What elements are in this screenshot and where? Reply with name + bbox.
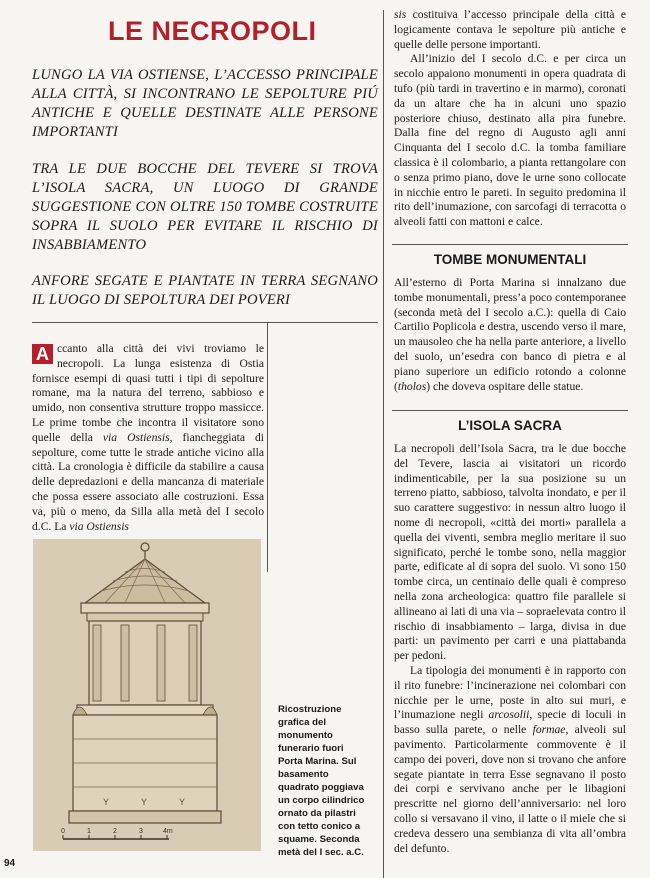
lead-paragraph-2: TRA LE DUE BOCCHE DEL TEVERE SI TROVA L’ISOLA SACRA, UN LUOGO DI GRANDE SUGGESTIONE CON OLTRE 150 TOMBE COSTRUITE SOPRA IL SUOLO PER EVITARE IL RISCHIO DI INSABBIAMENTO [32, 161, 378, 253]
dropcap-letter: A [32, 344, 53, 364]
scale-label-4: 4m [163, 828, 173, 835]
intro-text-a: ccanto alla città dei vivi troviamo le necropoli. La lunga esistenza di Ostia fornisce esempi di quasi tutti i tipi di sepolture romane, ma la natura del terreno, sabbioso e umido, non consentiva strutture troppo massicce. Le prime tombe che incontra il visitatore sono quelle della [32, 342, 264, 444]
heading-isola-sacra: L’ISOLA SACRA [458, 418, 562, 433]
right-paragraph-5-emphasis-2: formae [532, 723, 566, 737]
scale-label-0: 0 [61, 828, 65, 835]
right-paragraph-5 [394, 664, 626, 856]
right-paragraph-3a: All’esterno di Porta Marina si innalzano due tombe monumentali, press’a poco contemporanee (seconda metà del I secolo a.C.): quella di Caio Cartilio Poplicola e destra, uscendo verso il mare, un mausoleo che ha nella parte anteriore, a livello del suolo, un’esedra con banco di pietra e al piano superiore un edificio rotondo a colonne ( [394, 276, 626, 393]
heading-isola-sacra-wrap [394, 418, 626, 433]
page-title: LE NECROPOLI [108, 16, 317, 46]
intro-emphasis-a: via Ostiensis [102, 430, 170, 444]
heading-rule-2 [392, 410, 628, 411]
right-continued-emphasis: sis [394, 8, 407, 21]
right-paragraph-3b: ) che doveva ospitare delle statue. [426, 379, 584, 393]
intro-paragraph [32, 342, 264, 534]
monument-illustration [33, 539, 261, 851]
heading-rule-1 [392, 244, 628, 245]
lead-paragraph-1: LUNGO LA VIA OSTIENSE, L’ACCESSO PRINCIPALE ALLA CITTÀ, SI INCONTRANO LE SEPOLTURE PIÚ ANTICHE E QUELLE DESTINATE ALLE PERSONE IMPORTANTI [32, 67, 378, 140]
page-number: 94 [4, 858, 16, 869]
scale-label-1: 1 [87, 828, 91, 835]
right-paragraph-3-emphasis: tholos [397, 379, 427, 393]
right-paragraph-4-wrap [394, 442, 626, 856]
section-divider [32, 322, 378, 323]
svg-text:Y: Y [141, 797, 148, 807]
monument-drawing [33, 539, 261, 851]
right-paragraph-2: All’inizio del I secolo d.C. e per circa un secolo appaiono monumenti in opera quadrata di tufo (più tardi in travertino e in marmo), coronati da un altare che ha in alcuni uno spazio posteriore chiuso, destinato alla pira funebre. Dalla fine del regno di Augusto agli anni Cinquanta del I secolo d.C. la tomba familiare classica è il colombario, a pianta rettangolare con o senza primo piano, dove le urne sono collocate in nicchie entro le pareti. In seguito predomina il rito dell’inumazione, con sarcofagi di terracotta o alveoli fatti con mattoni e calce. [394, 52, 626, 229]
scale-label-2: 2 [113, 828, 117, 835]
right-paragraph-3 [394, 276, 626, 394]
right-paragraph-4: La necropoli dell’Isola Sacra, tra le due bocche del Tevere, lascia ai visitatori un ricordo indimenticabile, per la sua posizione su un terreno piatto, sabbioso, talvolta inondato, e per il suo carattere suggestivo: in nessun altro luogo il nome di necropoli, «città dei morti» parallela a quella dei viventi, sembra meglio meritare il suo significato, perché le tombe sono, nella maggior parte, edificate al di sopra del suolo. Vi sono 150 tombe circa, un centinaio delle quali è compreso nella zona archeologica: quattro file parallele si allineano ai lati di una via – sopraelevata contro il rischio di insabbiamento – larga, divisa in due parti: un pavimento per carri e una piattabanda per pedoni. [394, 442, 626, 663]
right-paragraph-5c: , alveoli sul pavimento. Particolarmente commovente è il campo dei poveri, dove non si trovano che anfore segate piantate in terra Esse segnavano il posto dei corpi e servivano anche per le libagioni prescritte nel giorno dell’anniversario: nel loro collo si versavano il vino, il latte o il miele che si credeva dessero una sembianza di vita all’ombra del defunto. [394, 723, 626, 855]
column-divider [383, 10, 384, 878]
heading-tombe-monumentali-wrap [394, 252, 626, 267]
lead-paragraph-3: ANFORE SEGATE E PIANTATE IN TERRA SEGNANO IL LUOGO DI SEPOLTURA DEI POVERI [32, 273, 378, 308]
heading-tombe-monumentali: TOMBE MONUMENTALI [433, 252, 587, 267]
svg-text:Y: Y [103, 797, 110, 807]
right-paragraph-5b: , specie di loculi in basso sulla parete, o nelle [394, 708, 626, 737]
right-paragraph-5-emphasis-1: arcosolii [488, 708, 530, 722]
scale-label-3: 3 [139, 828, 143, 835]
right-paragraph-5a: La tipologia dei monumenti è in rapporto con il rito funebre: l’incinerazione nei colombari con nicchie per le urne, poste in alto sui muri, e l’inumazione negli [394, 663, 626, 722]
column-divider-inner [267, 322, 268, 572]
figure-caption: Ricostruzione grafica del monumento funerario fuori Porta Marina. Sul basamento quadrato poggiava un corpo cilindrico ornato da pilastri con tetto conico a squame. Seconda metà del I sec. a.C. [278, 704, 365, 858]
intro-emphasis-b: via Ostiensis [69, 519, 129, 533]
svg-text:Y: Y [179, 797, 186, 807]
intro-text-b: , fiancheggiata di sepolture, come tutte le strade antiche vicino alla città. La cronologia è difficile da stabilire a causa delle depredazioni e della mancanza di materiale che possa essere associato alle costruzioni. Essa va, più o meno, da Silla alla metà del I secolo d.C. La [32, 430, 265, 533]
right-paragraph-1: costituiva l’accesso principale della città e logicamente contava le sepolture più antiche e quelle delle persone importanti. [394, 8, 626, 51]
right-column-text-1 [394, 8, 626, 230]
